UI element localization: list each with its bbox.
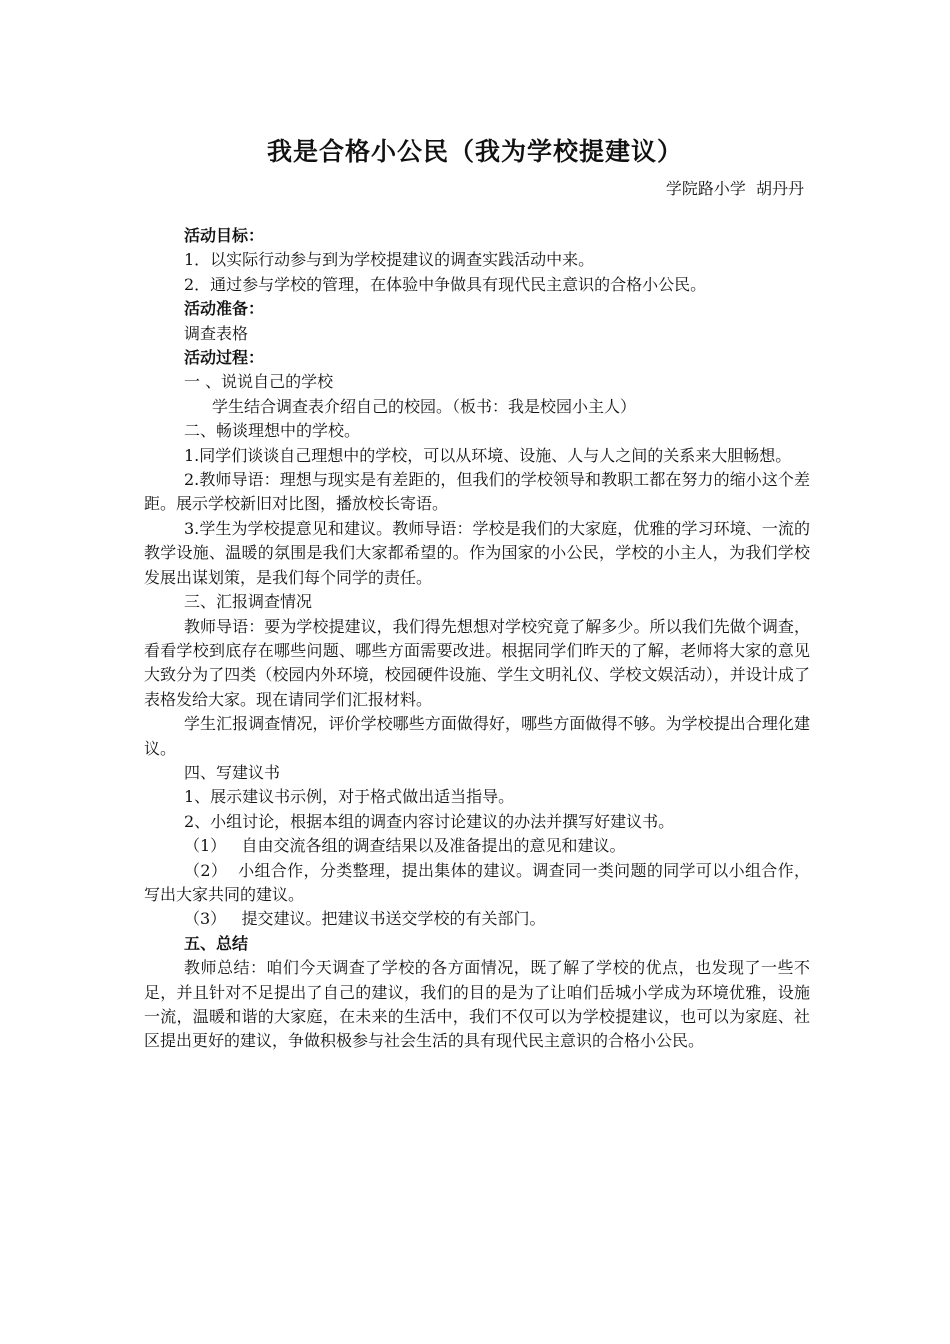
- goal-heading: 活动目标：: [184, 226, 265, 245]
- goal-item-1: 1．以实际行动参与到为学校提建议的调查实践活动中来。: [184, 250, 595, 270]
- section-2-paragraph-3: 3.学生为学校提意见和建议。教师导语：学校是我们的大家庭，优雅的学习环境、一流的教学设施、温暖的氛围是我们大家都希望的。作为国家的小公民，学校的小主人，为我们学校发展出谋划策，是我们每个同学的责任。: [144, 518, 810, 587]
- process-heading: 活动过程：: [184, 348, 265, 368]
- section-4-paragraph-1: 1、展示建议书示例，对于格式做出适当指导。: [184, 787, 515, 807]
- author-line: 学院路小学 胡丹丹: [665, 179, 804, 198]
- section-2-paragraph-1: 1.同学们谈谈自己理想中的学校，可以从环境、设施、人与人之间的关系来大胆畅想。: [184, 445, 792, 465]
- section-5-title: 五、总结: [184, 933, 249, 953]
- section-4-paragraph-2: 2、小组讨论，根据本组的调查内容讨论建议的办法并撰写好建议书。: [184, 811, 675, 831]
- section-1-title: 一 、说说自己的学校: [184, 372, 334, 392]
- section-4-paragraph-3: （1） 自由交流各组的调查结果以及准备提出的意见和建议。: [184, 836, 626, 856]
- section-2-title: 二、畅谈理想中的学校。: [184, 421, 361, 441]
- prep-heading: 活动准备：: [184, 299, 265, 319]
- section-3-title: 三、汇报调查情况: [184, 592, 313, 612]
- section-4-title: 四、写建议书: [184, 762, 281, 782]
- section-3-paragraph-1: 教师导语：要为学校提建议，我们得先想想对学校究竟了解多少。所以我们先做个调查，看看学校到底存在哪些问题、哪些方面需要改进。根据同学们昨天的了解，老师将大家的意见大致分为了四类（校园内外环境，校园硬件设施、学生文明礼仪、学校文娱活动），并设计成了表格发给大家。现在请同学们汇报材料。: [144, 616, 810, 709]
- document-body: [144, 224, 810, 1054]
- section-1-paragraph: 学生结合调查表介绍自己的校园。（板书：我是校园小主人）: [212, 396, 637, 416]
- section-2-paragraph-2: 2.教师导语：理想与现实是有差距的，但我们的学校领导和教职工都在努力的缩小这个差距。展示学校新旧对比图，播放校长寄语。: [144, 470, 810, 514]
- section-4-paragraph-5: （3） 提交建议。把建议书送交学校的有关部门。: [184, 909, 546, 929]
- document-title: 我是合格小公民（我为学校提建议）: [266, 137, 683, 166]
- goal-item-2: 2．通过参与学校的管理，在体验中争做具有现代民主意识的合格小公民。: [184, 274, 707, 294]
- section-3-paragraph-2: 学生汇报调查情况，评价学校哪些方面做得好，哪些方面做得不够。为学校提出合理化建议。: [144, 714, 810, 758]
- section-5-paragraph-1: 教师总结：咱们今天调查了学校的各方面情况，既了解了学校的优点，也发现了一些不足，并且针对不足提出了自己的建议，我们的目的是为了让咱们岳城小学成为环境优雅，设施一流，温暖和谐的大家庭，在未来的生活中，我们不仅可以为学校提建议，也可以为家庭、社区提出更好的建议，争做积极参与社会生活的具有现代民主意识的合格小公民。: [144, 958, 810, 1051]
- prep-item-1: 调查表格: [184, 323, 249, 343]
- section-4-paragraph-4: （2） 小组合作，分类整理，提出集体的建议。调查同一类问题的同学可以小组合作，写出大家共同的建议。: [144, 860, 810, 904]
